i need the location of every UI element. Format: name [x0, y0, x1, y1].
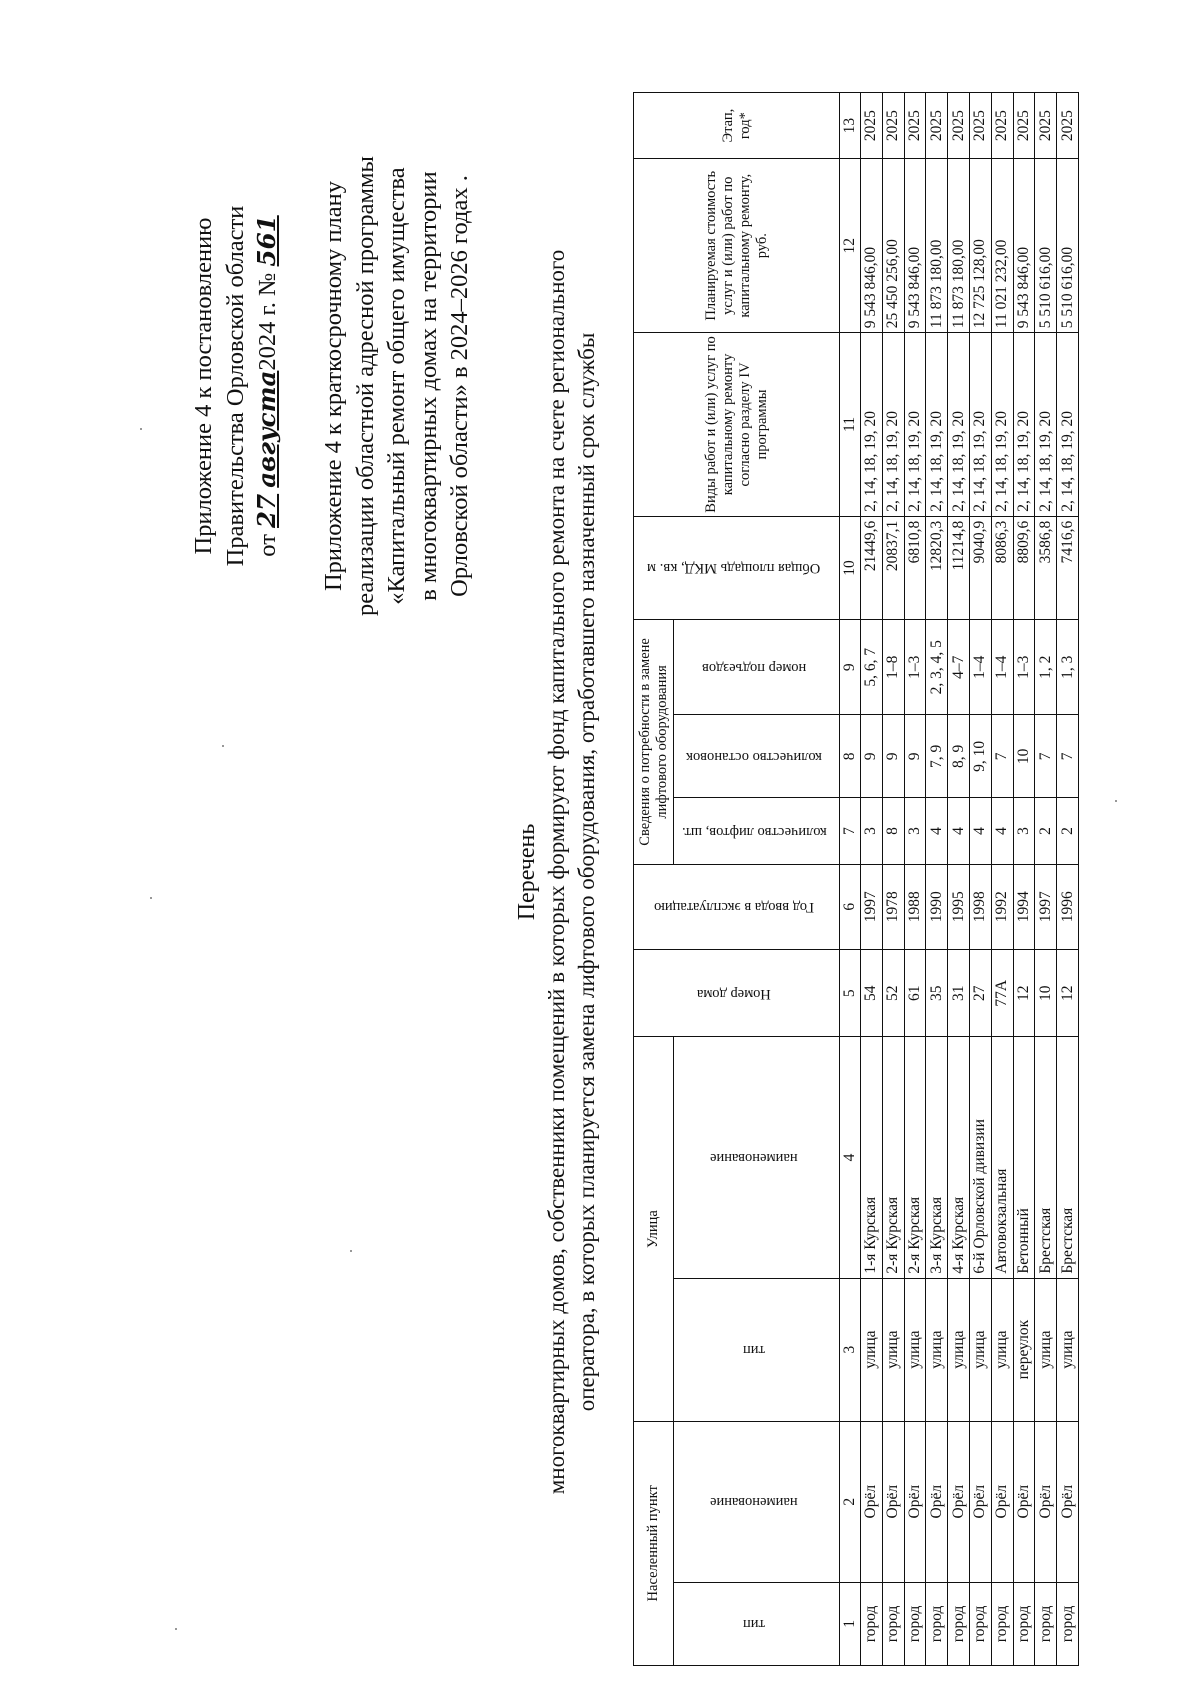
table-cell-col-1: город	[948, 1582, 970, 1665]
appendix-line: Приложение 4 к постановлению	[190, 217, 217, 555]
table-cell-col-11: 2, 14, 18, 19, 20	[861, 333, 883, 517]
appendix-to-resolution	[188, 126, 284, 646]
table-cell-col-10: 12820,3	[926, 516, 948, 620]
table-cell-col-9: 1–3	[904, 620, 926, 715]
table-cell-col-13: 2025	[969, 93, 991, 159]
table-cell-col-11: 2, 14, 18, 19, 20	[1035, 333, 1057, 517]
table-cell-col-8: 9	[904, 715, 926, 798]
table-cell-col-2: Орёл	[882, 1421, 904, 1582]
header-cost: Планируемая стоимость услуг и (или) работ по капитальному ремонту, руб.	[634, 159, 840, 333]
table-cell-col-3: улица	[926, 1278, 948, 1421]
column-number: 10	[840, 516, 861, 620]
header-lift-count-cell	[674, 798, 840, 864]
table-cell-col-4: Брестская	[1035, 1037, 1057, 1278]
table-cell-col-3: улица	[1057, 1278, 1079, 1421]
table-cell-col-4: 6-й Орловской дивизии	[969, 1037, 991, 1278]
column-number: 13	[840, 93, 861, 159]
table-cell-col-11: 2, 14, 18, 19, 20	[1013, 333, 1035, 517]
handwritten-day: 27	[252, 493, 281, 528]
table-cell-col-1: город	[1013, 1582, 1035, 1665]
table-cell-col-6: 1988	[904, 864, 926, 949]
column-number-row	[840, 93, 861, 1666]
table-cell-col-11: 2, 14, 18, 19, 20	[948, 333, 970, 517]
table-cell-col-13: 2025	[861, 93, 883, 159]
table-cell-col-4: Бетонный	[1013, 1037, 1035, 1278]
table-cell-col-4: 4-я Курская	[948, 1037, 970, 1278]
table-cell-col-6: 1997	[1035, 864, 1057, 949]
table-cell-col-5: 12	[1057, 949, 1079, 1037]
table-cell-col-8: 8, 9	[948, 715, 970, 798]
table-cell-col-3: улица	[991, 1278, 1013, 1421]
table-cell-col-7: 3	[904, 798, 926, 864]
title-heading: Перечень	[514, 823, 540, 921]
column-number: 3	[840, 1278, 861, 1421]
table-cell-col-8: 7	[991, 715, 1013, 798]
table-row	[926, 93, 948, 1666]
header-street-name-cell	[674, 1037, 840, 1278]
table-cell-col-5: 35	[926, 949, 948, 1037]
table-cell-col-9: 1–8	[882, 620, 904, 715]
table-cell-col-3: переулок	[1013, 1278, 1035, 1421]
table-cell-col-1: город	[1057, 1582, 1079, 1665]
table-cell-col-7: 3	[1013, 798, 1035, 864]
table-cell-col-5: 27	[969, 949, 991, 1037]
table-cell-col-9: 4–7	[948, 620, 970, 715]
table-cell-col-8: 7	[1057, 715, 1079, 798]
table-cell-col-11: 2, 14, 18, 19, 20	[1057, 333, 1079, 517]
appendix-plan-line: в многоквартирных домах на территории	[414, 171, 442, 601]
table-cell-col-7: 4	[926, 798, 948, 864]
title-line: оператора, в которых планируется замена лифтового оборудования, отработавшего назначенный срок службы	[574, 332, 599, 1412]
table-row	[861, 93, 883, 1666]
table-cell-col-1: город	[904, 1582, 926, 1665]
appendix-plan-line: реализации областной адресной программы	[351, 155, 379, 617]
column-number: 9	[840, 620, 861, 715]
table-cell-col-4: Автовокзальная	[991, 1037, 1013, 1278]
table-cell-col-6: 1992	[991, 864, 1013, 949]
table-cell-col-5: 12	[1013, 949, 1035, 1037]
column-number: 4	[840, 1037, 861, 1278]
table-cell-col-12: 9 543 846,00	[904, 159, 926, 333]
table-cell-col-9: 2, 3, 4, 5	[926, 620, 948, 715]
header-house-number-cell	[634, 949, 840, 1037]
table-row	[882, 93, 904, 1666]
table-cell-col-6: 1994	[1013, 864, 1035, 949]
header-settlement-type: тип	[743, 1616, 765, 1633]
table-cell-col-3: улица	[904, 1278, 926, 1421]
appendix-line: Правительства Орловской области	[221, 205, 249, 567]
table-cell-col-7: 2	[1057, 798, 1079, 864]
column-number: 2	[840, 1421, 861, 1582]
header-stop-count: количество остановок	[686, 748, 822, 765]
table-cell-col-7: 3	[861, 798, 883, 864]
header-settlement: Населенный пункт	[634, 1421, 674, 1665]
header-settlement-type-cell	[674, 1582, 840, 1665]
table-cell-col-3: улица	[1035, 1278, 1057, 1421]
table-cell-col-11: 2, 14, 18, 19, 20	[926, 333, 948, 517]
table-cell-col-9: 1–4	[991, 620, 1013, 715]
table-cell-col-13: 2025	[1057, 93, 1079, 159]
header-lift-info: Сведения о потребности в замене лифтового оборудования	[634, 620, 674, 864]
table-cell-col-13: 2025	[1035, 93, 1057, 159]
table-row	[969, 93, 991, 1666]
table-cell-col-10: 3586,8	[1035, 516, 1057, 620]
table-cell-col-10: 8086,3	[991, 516, 1013, 620]
table-cell-col-12: 9 543 846,00	[861, 159, 883, 333]
header-area: Общая площадь МКД, кв. м	[647, 560, 821, 577]
table-cell-col-2: Орёл	[1013, 1421, 1035, 1582]
table-cell-col-2: Орёл	[991, 1421, 1013, 1582]
date-year-and-number-label: 2024 г. №	[254, 272, 281, 371]
table-row	[1057, 93, 1079, 1666]
table-cell-col-2: Орёл	[861, 1421, 883, 1582]
table-cell-col-1: город	[969, 1582, 991, 1665]
table-cell-col-5: 77А	[991, 949, 1013, 1037]
table-cell-col-13: 2025	[926, 93, 948, 159]
table-cell-col-10: 20837,1	[882, 516, 904, 620]
table-cell-col-6: 1997	[861, 864, 883, 949]
table-row	[991, 93, 1013, 1666]
table-cell-col-10: 21449,6	[861, 516, 883, 620]
table-cell-col-12: 11 873 180,00	[948, 159, 970, 333]
header-street-name: наименование	[710, 1150, 798, 1167]
column-number: 1	[840, 1582, 861, 1665]
header-street-type-cell	[674, 1278, 840, 1421]
table-cell-col-5: 52	[882, 949, 904, 1037]
table-cell-col-12: 5 510 616,00	[1057, 159, 1079, 333]
table-cell-col-2: Орёл	[969, 1421, 991, 1582]
table-cell-col-2: Орёл	[1057, 1421, 1079, 1582]
table-row	[1035, 93, 1057, 1666]
table-cell-col-1: город	[926, 1582, 948, 1665]
column-number: 5	[840, 949, 861, 1037]
column-number: 8	[840, 715, 861, 798]
table-cell-col-11: 2, 14, 18, 19, 20	[991, 333, 1013, 517]
header-settlement-name: наименование	[710, 1494, 798, 1511]
table-cell-col-9: 1–3	[1013, 620, 1035, 715]
header-settlement-name-cell	[674, 1421, 840, 1582]
header-year: Год ввода в эксплуатацию	[653, 899, 815, 916]
table-cell-col-6: 1995	[948, 864, 970, 949]
table-cell-col-2: Орёл	[904, 1421, 926, 1582]
document-title	[512, 122, 602, 1622]
table-cell-col-12: 5 510 616,00	[1035, 159, 1057, 333]
appendix-plan-line: «Капитальный ремонт общего имущества	[383, 167, 410, 605]
table-cell-col-13: 2025	[882, 93, 904, 159]
header-stage: Этап, год*	[634, 93, 840, 159]
table-cell-col-13: 2025	[948, 93, 970, 159]
table-cell-col-7: 4	[969, 798, 991, 864]
table-row	[948, 93, 970, 1666]
table-cell-col-8: 9, 10	[969, 715, 991, 798]
header-street-type: тип	[743, 1342, 765, 1359]
table-cell-col-6: 1990	[926, 864, 948, 949]
table-cell-col-10: 9040,9	[969, 516, 991, 620]
table-cell-col-13: 2025	[991, 93, 1013, 159]
table-cell-col-4: 2-я Курская	[904, 1037, 926, 1278]
table-cell-col-13: 2025	[904, 93, 926, 159]
table-body	[861, 93, 1079, 1666]
table-cell-col-6: 1978	[882, 864, 904, 949]
table-cell-col-6: 1996	[1057, 864, 1079, 949]
table-cell-col-2: Орёл	[926, 1421, 948, 1582]
table-cell-col-10: 6810,8	[904, 516, 926, 620]
table-cell-col-5: 54	[861, 949, 883, 1037]
table-cell-col-8: 10	[1013, 715, 1035, 798]
table-cell-col-11: 2, 14, 18, 19, 20	[904, 333, 926, 517]
header-entrance: номер подъездов	[701, 659, 807, 676]
table-cell-col-3: улица	[969, 1278, 991, 1421]
table-cell-col-3: улица	[882, 1278, 904, 1421]
table-cell-col-4: Брестская	[1057, 1037, 1079, 1278]
table-cell-col-12: 9 543 846,00	[1013, 159, 1035, 333]
table-cell-col-3: улица	[861, 1278, 883, 1421]
table-cell-col-1: город	[1035, 1582, 1057, 1665]
table-cell-col-4: 2-я Курская	[882, 1037, 904, 1278]
table-cell-col-8: 7, 9	[926, 715, 948, 798]
date-prefix: от	[254, 534, 281, 557]
table-cell-col-6: 1998	[969, 864, 991, 949]
table-cell-col-13: 2025	[1013, 93, 1035, 159]
appendix-to-plan	[318, 106, 476, 666]
column-number: 12	[840, 159, 861, 333]
table-cell-col-5: 61	[904, 949, 926, 1037]
table-row	[1013, 93, 1035, 1666]
table-cell-col-5: 10	[1035, 949, 1057, 1037]
table-cell-col-1: город	[882, 1582, 904, 1665]
table-cell-col-8: 9	[861, 715, 883, 798]
table-cell-col-9: 1, 2	[1035, 620, 1057, 715]
table-cell-col-3: улица	[948, 1278, 970, 1421]
table-cell-col-7: 4	[991, 798, 1013, 864]
table-cell-col-7: 2	[1035, 798, 1057, 864]
table-cell-col-12: 12 725 128,00	[969, 159, 991, 333]
header-lift-count: количество лифтов, шт.	[681, 823, 827, 840]
header-stop-count-cell	[674, 715, 840, 798]
table-cell-col-7: 8	[882, 798, 904, 864]
table-cell-col-10: 8809,6	[1013, 516, 1035, 620]
table-cell-col-11: 2, 14, 18, 19, 20	[969, 333, 991, 517]
header-year-cell	[634, 864, 840, 949]
table-cell-col-12: 25 450 256,00	[882, 159, 904, 333]
resolution-date-line	[251, 126, 284, 646]
table-cell-col-11: 2, 14, 18, 19, 20	[882, 333, 904, 517]
column-number: 11	[840, 333, 861, 517]
header-area-cell	[634, 516, 840, 620]
title-line: многоквартирных домов, собственники помещений в которых формируют фонд капитального ремонта на счете регионального	[544, 249, 569, 1495]
table-cell-col-7: 4	[948, 798, 970, 864]
header-works: Виды работ и (или) услуг по капитальному ремонту согласно разделу IV программы	[634, 333, 840, 517]
table-cell-col-2: Орёл	[948, 1421, 970, 1582]
table-row	[904, 93, 926, 1666]
header-house-number: Номер дома	[697, 985, 771, 1002]
header-entrance-cell	[674, 620, 840, 715]
table-cell-col-8: 7	[1035, 715, 1057, 798]
header-street: Улица	[634, 1037, 674, 1421]
houses-table	[633, 92, 1079, 1666]
table-cell-col-9: 5, 6, 7	[861, 620, 883, 715]
table-cell-col-4: 3-я Курская	[926, 1037, 948, 1278]
table-cell-col-10: 11214,8	[948, 516, 970, 620]
table-cell-col-8: 9	[882, 715, 904, 798]
table-cell-col-2: Орёл	[1035, 1421, 1057, 1582]
table-cell-col-12: 11 873 180,00	[926, 159, 948, 333]
table-cell-col-10: 7416,6	[1057, 516, 1079, 620]
column-number: 7	[840, 798, 861, 864]
table-cell-col-9: 1–4	[969, 620, 991, 715]
table-cell-col-1: город	[991, 1582, 1013, 1665]
table-cell-col-5: 31	[948, 949, 970, 1037]
table-cell-col-4: 1-я Курская	[861, 1037, 883, 1278]
column-number: 6	[840, 864, 861, 949]
appendix-plan-line: Приложение 4 к краткосрочному плану	[320, 180, 347, 592]
handwritten-month: августа	[252, 370, 281, 488]
handwritten-doc-number: 561	[252, 215, 281, 267]
table-cell-col-12: 11 021 232,00	[991, 159, 1013, 333]
table-cell-col-1: город	[861, 1582, 883, 1665]
table-cell-col-9: 1, 3	[1057, 620, 1079, 715]
appendix-plan-line: Орловской области» в 2024–2026 годах .	[446, 175, 473, 597]
